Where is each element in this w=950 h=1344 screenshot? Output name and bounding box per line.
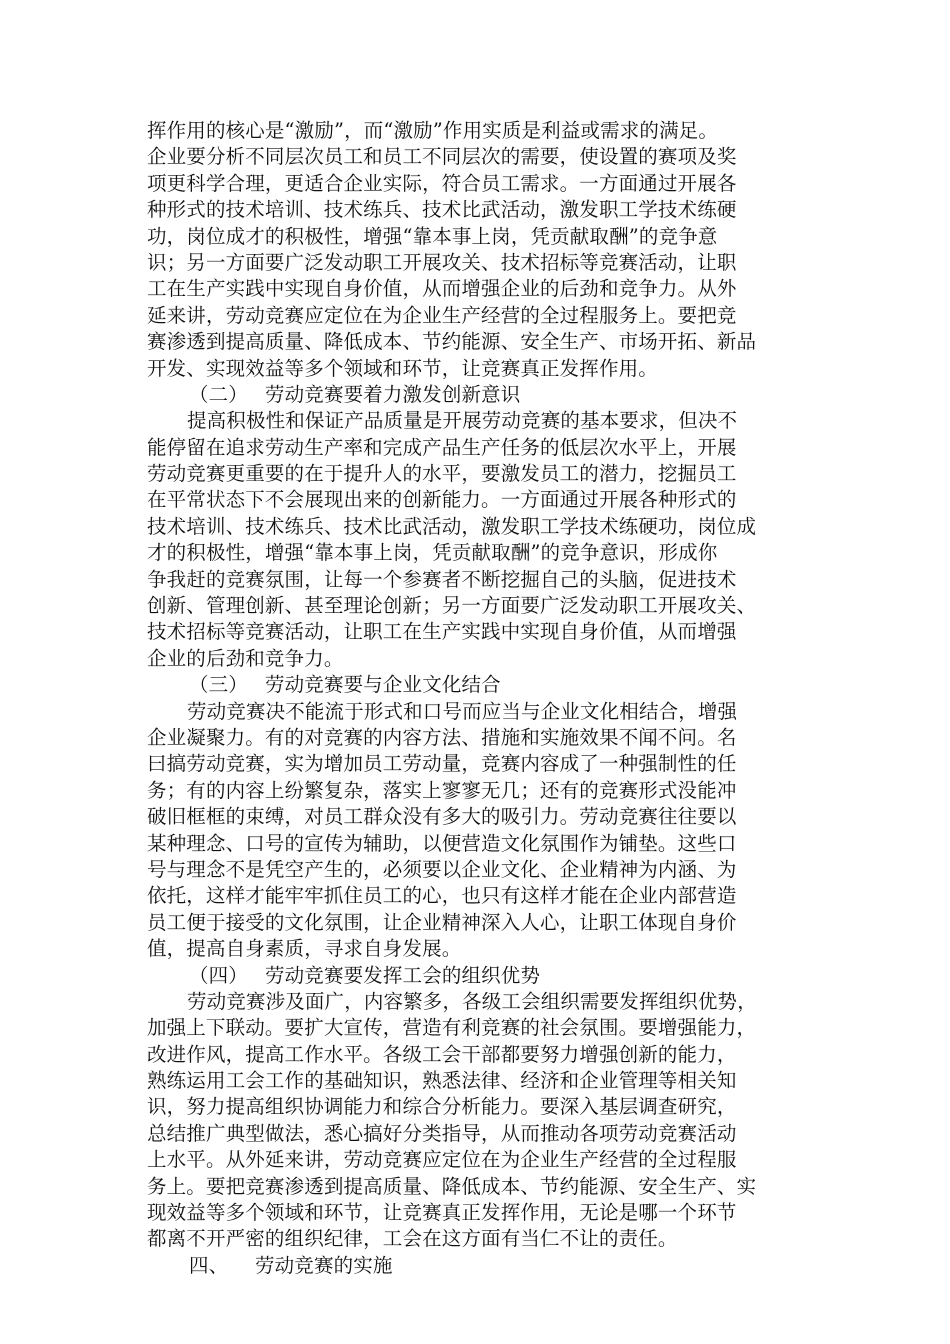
paragraph-line: 企业凝聚力。有的对竞赛的内容方法、措施和实施效果不闻不问。名 <box>147 725 737 749</box>
paragraph-line: 延来讲，劳动竞赛应定位在为企业生产经营的全过程服务上。要把竞 <box>147 303 737 327</box>
document-page <box>147 118 809 1279</box>
section-heading <box>147 672 809 698</box>
paragraph-line: 曰搞劳动竞赛，实为增加员工劳动量，竞赛内容成了一种强制性的任 <box>147 752 737 776</box>
section-heading <box>147 963 809 989</box>
paragraph <box>147 118 809 382</box>
paragraph-line: 能停留在追求劳动生产率和完成产品生产任务的低层次水平上，开展 <box>147 435 737 459</box>
paragraph-line: 挥作用的核心是“激励”，而“激励”作用实质是利益或需求的满足。 <box>147 119 719 142</box>
paragraph-line: 技术培训、技术练兵、技术比武活动，激发职工学技术练硬功，岗位成 <box>147 514 757 538</box>
paragraph-line: 技术招标等竞赛活动，让职工在生产实践中实现自身价值，从而增强 <box>147 620 737 644</box>
paragraph-line: 才的积极性，增强“靠本事上岗，凭贡献取酬”的竞争意识，形成你 <box>147 541 718 565</box>
paragraph-line: 工在生产实践中实现自身价值，从而增强企业的后劲和竞争力。从外 <box>147 277 737 301</box>
section-title: 劳动竞赛要着力激发创新意识 <box>265 382 521 406</box>
section-title: 劳动竞赛要与企业文化结合 <box>265 673 501 697</box>
paragraph <box>147 699 809 963</box>
paragraph-line: 号与理念不是凭空产生的，必须要以企业文化、企业精神为内涵、为 <box>147 857 737 881</box>
paragraph-line: 创新、管理创新、甚至理论创新；另一方面要广泛发动职工开展攻关、 <box>147 594 757 618</box>
paragraph-line: 功，岗位成才的积极性，增强“靠本事上岗，凭贡献取酬”的竞争意 <box>147 224 718 248</box>
section-title: 劳动竞赛要发挥工会的组织优势 <box>265 963 541 987</box>
section-number: （四） <box>189 963 248 987</box>
section-number: （三） <box>189 673 248 697</box>
chapter-heading <box>147 1253 809 1279</box>
paragraph-line: 上水平。从外延来讲，劳动竞赛应定位在为企业生产经营的全过程服 <box>147 1148 737 1172</box>
chapter-title: 劳动竞赛的实施 <box>255 1253 393 1277</box>
paragraph <box>147 408 809 672</box>
paragraph-line: 改进作风，提高工作水平。各级工会干部都要努力增强创新的能力， <box>147 1042 737 1066</box>
paragraph-line: 现效益等多个领域和环节，让竞赛真正发挥作用，无论是哪一个环节 <box>147 1201 737 1225</box>
paragraph-line: 务上。要把竞赛渗透到提高质量、降低成本、节约能源、安全生产、实 <box>147 1174 757 1198</box>
paragraph-line: 破旧框框的束缚，对员工群众没有多大的吸引力。劳动竞赛往往要以 <box>147 805 737 829</box>
paragraph-line: 企业的后劲和竞争力。 <box>147 646 344 670</box>
paragraph <box>147 989 809 1253</box>
paragraph-line: 都离不开严密的组织纪律，工会在这方面有当仁不让的责任。 <box>147 1227 678 1251</box>
paragraph-line: 企业要分析不同层次员工和员工不同层次的需要，使设置的赛项及奖 <box>147 145 737 169</box>
paragraph-line: 务；有的内容上纷繁复杂，落实上寥寥无几；还有的竞赛形式没能冲 <box>147 778 737 802</box>
paragraph-line: 提高积极性和保证产品质量是开展劳动竞赛的基本要求，但决不 <box>187 409 738 433</box>
paragraph-line: 种形式的技术培训、技术练兵、技术比武活动，激发职工学技术练硬 <box>147 198 737 222</box>
paragraph-line: 劳动竞赛更重要的在于提升人的水平，要激发员工的潜力，挖掘员工 <box>147 462 737 486</box>
paragraph-line: 总结推广典型做法，悉心搞好分类指导，从而推动各项劳动竞赛活动 <box>147 1121 737 1145</box>
paragraph-line: 员工便于接受的文化氛围，让企业精神深入人心，让职工体现自身价 <box>147 910 737 934</box>
section-number: （二） <box>189 382 248 406</box>
paragraph-line: 识；另一方面要广泛发动职工开展攻关、技术招标等竞赛活动，让职 <box>147 250 737 274</box>
section-heading <box>147 382 809 408</box>
paragraph-line: 在平常状态下不会展现出来的创新能力。一方面通过开展各种形式的 <box>147 488 737 512</box>
paragraph-line: 熟练运用工会工作的基础知识，熟悉法律、经济和企业管理等相关知 <box>147 1069 737 1093</box>
paragraph-line: 识，努力提高组织协调能力和综合分析能力。要深入基层调查研究， <box>147 1095 737 1119</box>
paragraph-line: 劳动竞赛涉及面广，内容繁多，各级工会组织需要发挥组织优势， <box>187 989 757 1013</box>
paragraph-line: 劳动竞赛决不能流于形式和口号而应当与企业文化相结合，增强 <box>187 699 738 723</box>
paragraph-line: 依托，这样才能牢牢抓住员工的心，也只有这样才能在企业内部营造 <box>147 884 737 908</box>
paragraph-line: 争我赶的竞赛氛围，让每一个参赛者不断挖掘自己的头脑，促进技术 <box>147 567 737 591</box>
paragraph-line: 值，提高自身素质，寻求自身发展。 <box>147 937 462 961</box>
paragraph-line: 赛渗透到提高质量、降低成本、节约能源、安全生产、市场开拓、新品 <box>147 330 757 354</box>
paragraph-line: 项更科学合理，更适合企业实际，符合员工需求。一方面通过开展各 <box>147 171 737 195</box>
paragraph-line: 某种理念、口号的宣传为辅助，以便营造文化氛围作为铺垫。这些口 <box>147 831 737 855</box>
paragraph-line: 加强上下联动。要扩大宣传，营造有利竞赛的社会氛围。要增强能力， <box>147 1016 757 1040</box>
paragraph-line: 开发、实现效益等多个领域和环节，让竞赛真正发挥作用。 <box>147 356 658 380</box>
chapter-number: 四、 <box>189 1253 229 1277</box>
